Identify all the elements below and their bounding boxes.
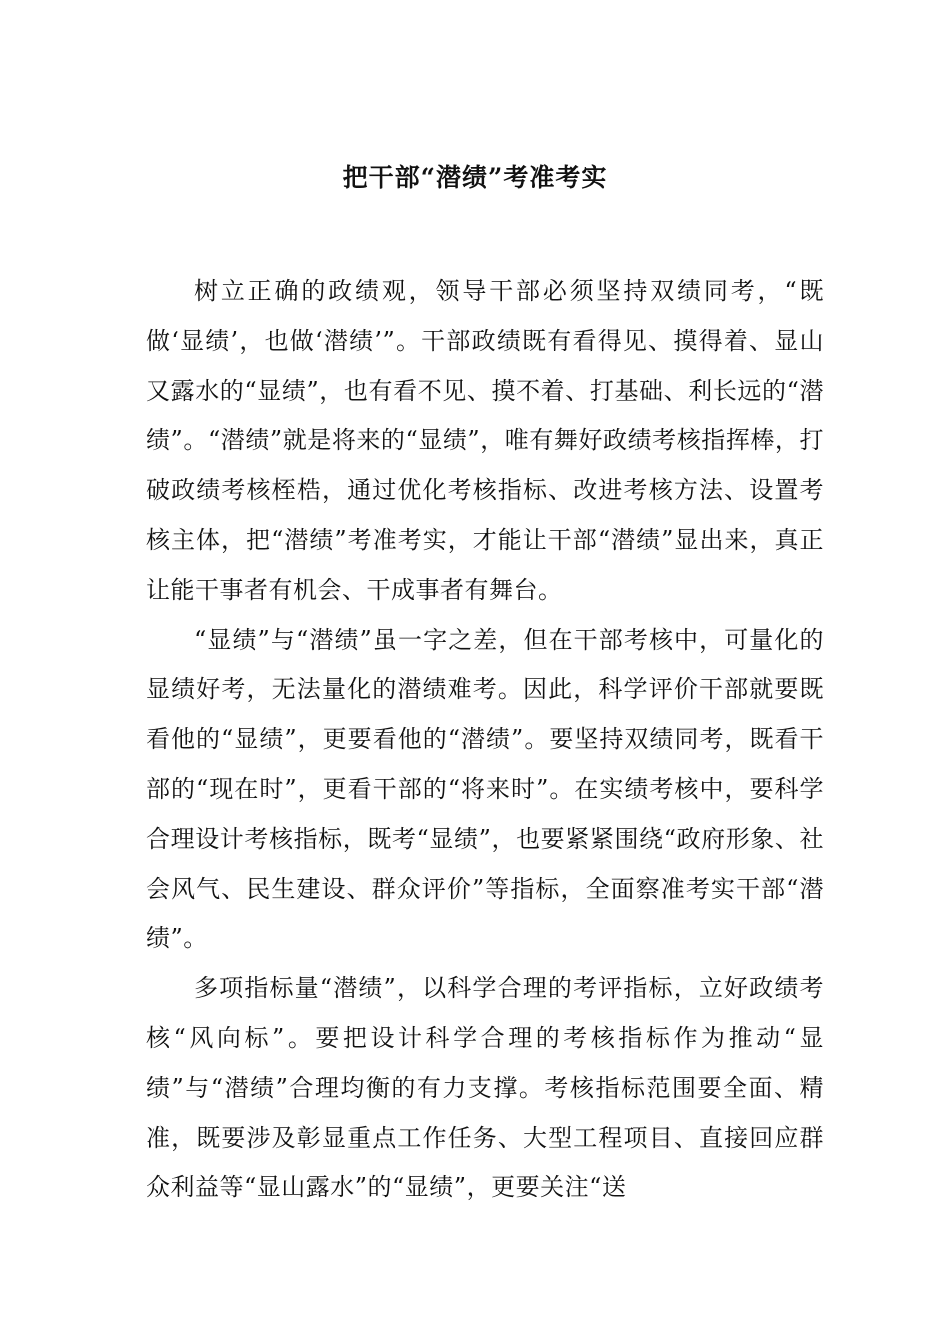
paragraph-2: “显绩”与“潜绩”虽一字之差，但在干部考核中，可量化的显绩好考，无法量化的潜绩难考。因此，科学评价干部就要既看他的“显绩”，更要看他的“潜绩”。要坚持双绩同考，既看干部的“现在时”，更看干部的“将来时”。在实绩考核中，要科学合理设计考核指标，既考“显绩”，也要紧紧围绕“政府形象、社会风气、民生建设、群众评价”等指标，全面察准考实干部“潜绩”。 [146, 625, 824, 953]
document-body [146, 267, 824, 1213]
paragraph-1: 树立正确的政绩观，领导干部必须坚持双绩同考，“既做‘显绩’，也做‘潜绩’”。干部政绩既有看得见、摸得着、显山又露水的“显绩”，也有看不见、摸不着、打基础、利长远的“潜绩”。“潜绩”就是将来的“显绩”，唯有舞好政绩考核指挥棒，打破政绩考核桎梏，通过优化考核指标、改进考核方法、设置考核主体，把“潜绩”考准考实，才能让干部“潜绩”显出来，真正让能干事者有机会、干成事者有舞台。 [146, 277, 824, 604]
paragraph-3: 多项指标量“潜绩”，以科学合理的考评指标，立好政绩考核“风向标”。要把设计科学合理的考核指标作为推动“显绩”与“潜绩”合理均衡的有力支撑。考核指标范围要全面、精准，既要涉及彰显重点工作任务、大型工程项目、直接回应群众利益等“显山露水”的“显绩”，更要关注“送 [146, 974, 824, 1202]
document-title: 把干部“潜绩”考准考实 [342, 163, 608, 192]
